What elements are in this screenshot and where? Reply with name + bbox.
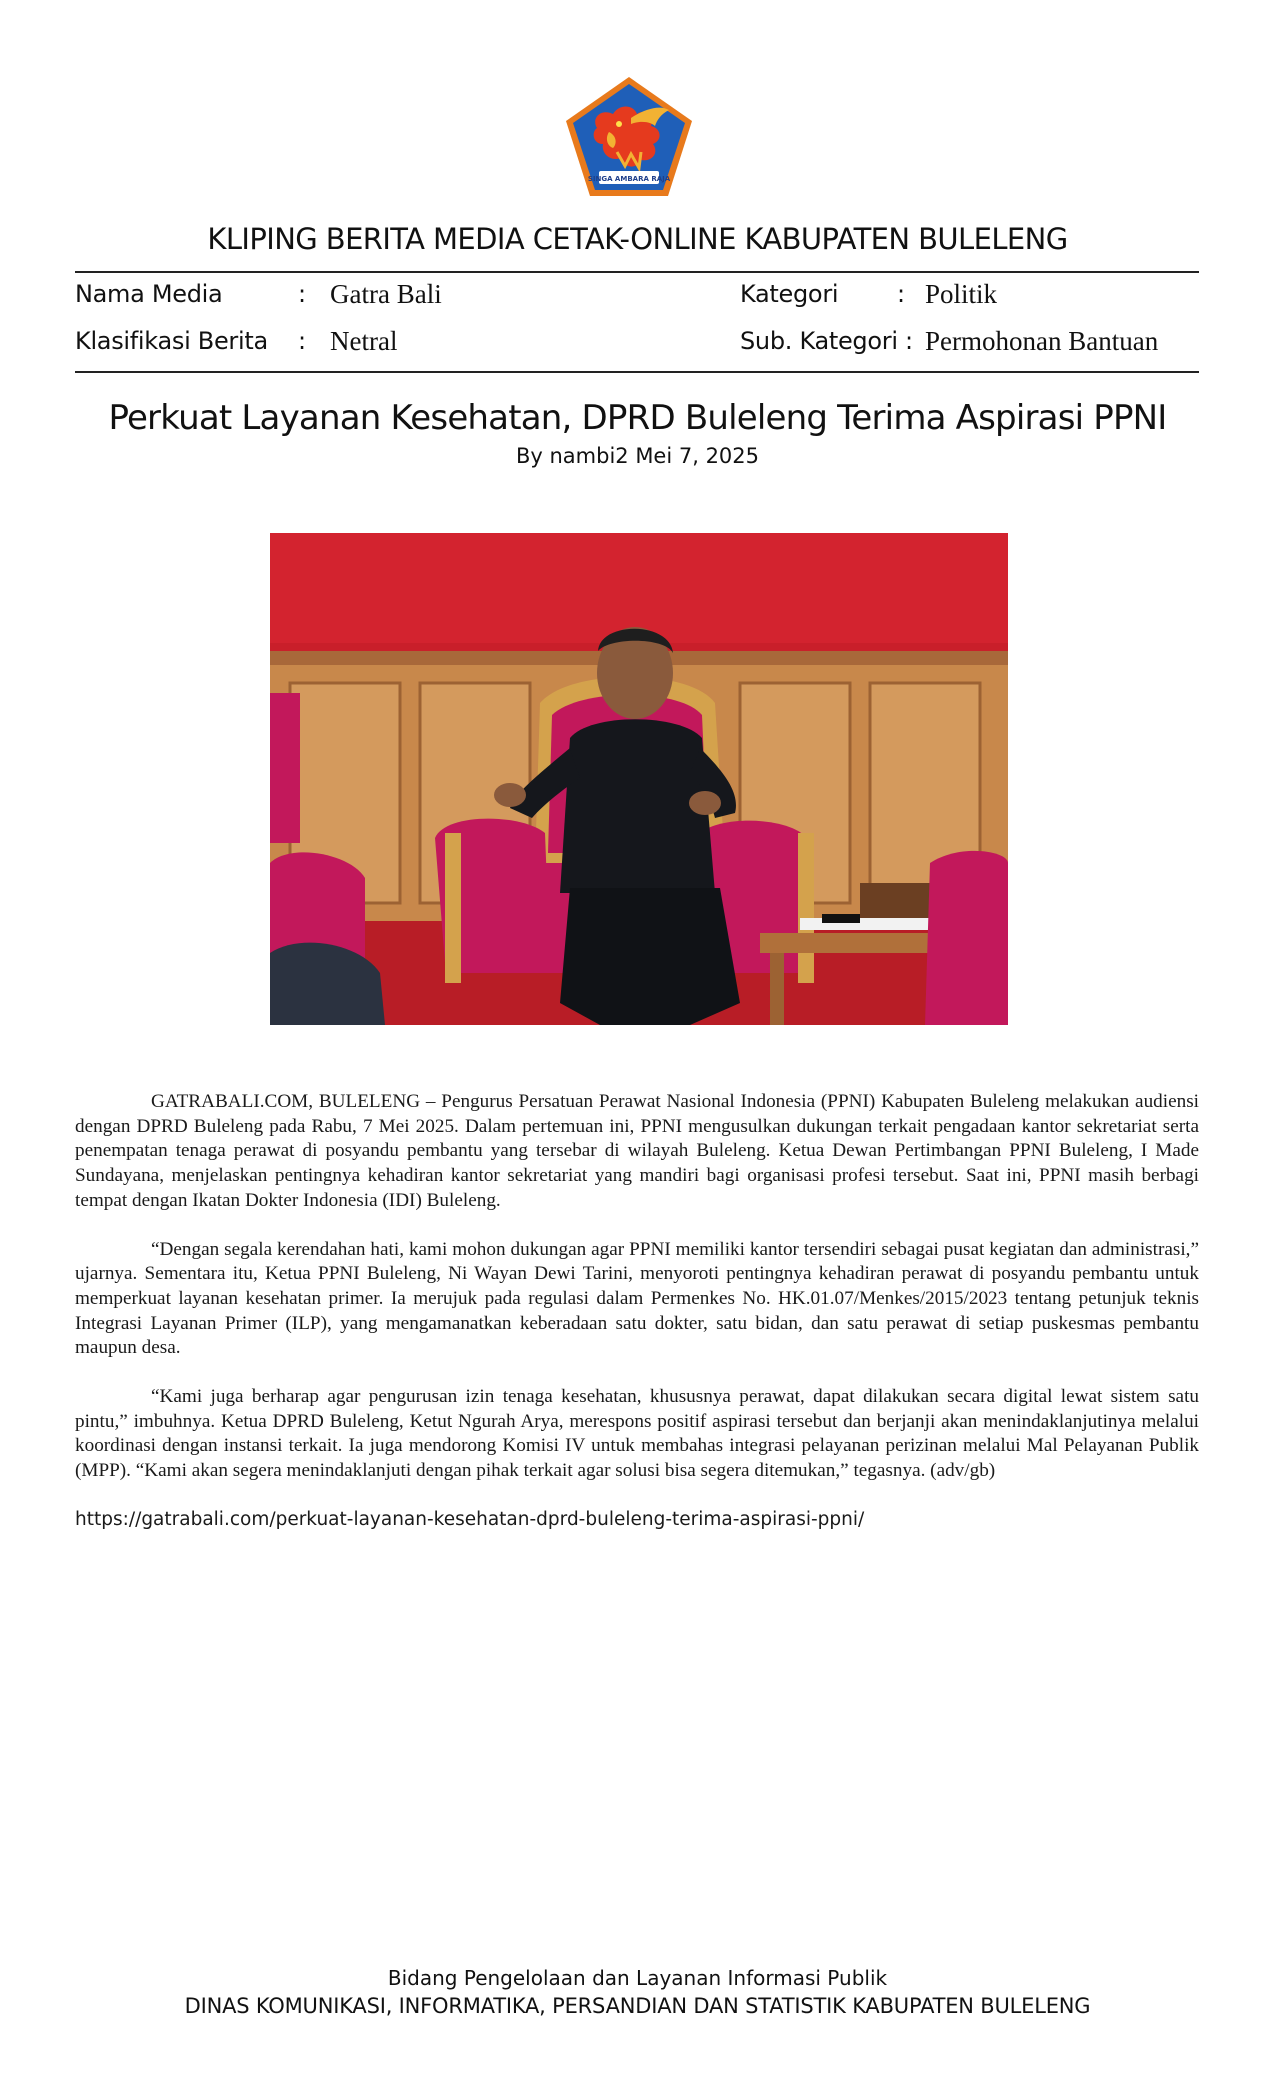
header-rule-bottom bbox=[75, 371, 1199, 373]
article-byline: By nambi2 Mei 7, 2025 bbox=[515, 444, 760, 468]
classification-colon: : bbox=[298, 327, 306, 355]
article-body bbox=[75, 1090, 1199, 1557]
buleleng-emblem-logo bbox=[561, 74, 697, 200]
article-photo bbox=[270, 533, 1008, 1025]
category-value: Politik bbox=[925, 279, 998, 309]
media-name-colon: : bbox=[298, 280, 306, 308]
subcategory-value: Permohonan Bantuan bbox=[925, 326, 1159, 356]
footer-agency: DINAS KOMUNIKASI, INFORMATIKA, PERSANDIAN DAN STATISTIK KABUPATEN BULELENG bbox=[184, 1994, 1091, 2018]
clipping-sheet-title: KLIPING BERITA MEDIA CETAK-ONLINE KABUPATEN BULELENG bbox=[207, 222, 1068, 256]
article-paragraph-3: “Kami juga berharap agar pengurusan izin tenaga kesehatan, khususnya perawat, dapat dilakukan secara digital lewat sistem satu pintu,” imbuhnya. Ketua DPRD Buleleng, Ketut Ngurah Arya, merespons positif aspirasi tersebut dan berjanji akan menindaklanjutinya melalui koordinasi dengan instansi terkait. Ia juga mendorong Komisi IV untuk membahas integrasi pelayanan perizinan melalui Mal Pelayanan Publik (MPP). “Kami akan segera menindaklanjuti dengan pihak terkait agar solusi bisa segera ditemukan,” tegasnya. (adv/gb) bbox=[75, 1386, 1199, 1482]
logo-motto: SINGA AMBARA RAJA bbox=[587, 175, 671, 183]
article-paragraph-2: “Dengan segala kerendahan hati, kami mohon dukungan agar PPNI memiliki kantor tersendiri sebagai pusat kegiatan dan administrasi,” ujarnya. Sementara itu, Ketua PPNI Buleleng, Ni Wayan Dewi Tarini, menyoroti pentingnya kehadiran perawat di posyandu pembantu untuk memperkuat layanan kesehatan primer. Ia merujuk pada regulasi dalam Permenkes No. HK.01.07/Menkes/2015/2023 tentang petunjuk teknis Integrasi Layanan Primer (ILP), yang mengamanatkan keberadaan satu dokter, satu bidan, dan satu perawat di setiap puskesmas pembantu maupun desa. bbox=[75, 1238, 1199, 1359]
article-source-link[interactable]: https://gatrabali.com/perkuat-layanan-kesehatan-dprd-buleleng-terima-aspirasi-ppni/ bbox=[75, 1508, 865, 1530]
header-rule-top bbox=[75, 271, 1199, 273]
media-name-label: Nama Media bbox=[75, 280, 223, 308]
media-name-value: Gatra Bali bbox=[330, 279, 442, 309]
classification-value: Netral bbox=[330, 326, 398, 356]
subcategory-label: Sub. Kategori : bbox=[740, 327, 913, 355]
category-colon: : bbox=[897, 280, 905, 308]
article-headline: Perkuat Layanan Kesehatan, DPRD Buleleng Terima Aspirasi PPNI bbox=[108, 398, 1167, 438]
footer-division: Bidang Pengelolaan dan Layanan Informasi Publik bbox=[387, 1966, 888, 1990]
article-paragraph-1: GATRABALI.COM, BULELENG – Pengurus Persatuan Perawat Nasional Indonesia (PPNI) Kabupaten Buleleng melakukan audiensi dengan DPRD Buleleng pada Rabu, 7 Mei 2025. Dalam pertemuan ini, PPNI mengusulkan dukungan terkait pengadaan kantor sekretariat serta penempatan tenaga perawat di posyandu pembantu yang tersebar di wilayah Buleleng. Ketua Dewan Pertimbangan PPNI Buleleng, I Made Sundayana, menjelaskan pentingnya kehadiran kantor sekretariat yang mandiri bagi organisasi profesi tersebut. Saat ini, PPNI masih berbagi tempat dengan Ikatan Dokter Indonesia (IDI) Buleleng. bbox=[75, 1091, 1199, 1211]
category-label: Kategori bbox=[740, 280, 839, 308]
classification-label: Klasifikasi Berita bbox=[75, 327, 268, 355]
